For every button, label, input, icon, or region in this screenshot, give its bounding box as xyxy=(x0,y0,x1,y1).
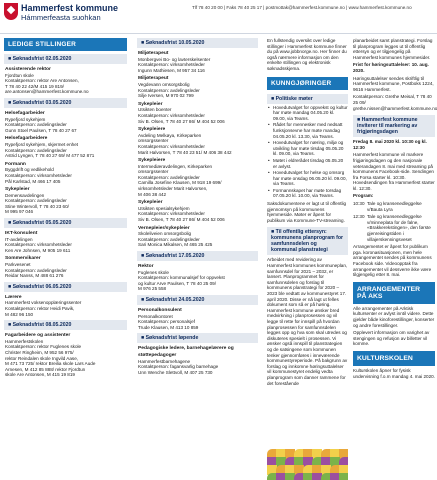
job-detail: Kontaktperson: avdelingsleder xyxy=(138,87,200,93)
deadline-header: ■ Søknadsfrist 06.05.2020 xyxy=(4,282,127,292)
program-time: 10:30 xyxy=(353,201,365,207)
job-detail: Kontaktperson: virksomhetsleder xyxy=(138,112,205,118)
job-title: Personalkonsulent xyxy=(138,307,182,313)
job-listing xyxy=(137,126,258,155)
event-text: Hammerfest kommune vil markere frigjøringsdagen og den nasjonale veterandagen 8. mai med streaming på kommunens Facebook-side. Sendingen fra Forsa starter kl. 10:30. Hovedsendingen fra Hammerfest starter kl. 12:30. xyxy=(353,152,435,191)
job-detail: og kultur Arve Paulsen, T 78 40 25 09/ xyxy=(138,280,216,286)
liberation-day-heading: ■ Hammerfest kommune inviterer til markering av frigjøringsdagen xyxy=(353,115,435,137)
job-detail: Kontaktperson: fagansvarlig barnehage xyxy=(138,364,219,370)
job-title: Sykepleier xyxy=(138,200,163,206)
job-detail: omsorgssenter xyxy=(138,138,169,144)
job-listing xyxy=(137,75,258,98)
job-title: Pedagogiske ledere, barnehagelærere og støttepedagoger xyxy=(138,346,234,358)
program-item xyxy=(353,214,435,242)
job-listing xyxy=(137,101,258,124)
job-listing xyxy=(137,199,258,222)
meeting-item: • Møtet i eldrerådet tirsdag 05.05.20 er avlyst. xyxy=(267,158,348,169)
program-text: Tale og kransenedleggelse v/Bauta Lyra xyxy=(367,201,422,212)
job-detail: Kontaktperson: kommunalsjef for oppvekst xyxy=(138,275,225,281)
job-listing xyxy=(4,255,127,278)
job-detail: Pål Karlstad, M 466 17 405 xyxy=(5,178,61,184)
job-detail: rektor Reindalen skole Ingvild Aase, xyxy=(5,355,79,361)
deadline-text: Frist for høringsuttalelser: 10. aug. 2020. xyxy=(353,62,429,73)
job-detail: omsorgssenter xyxy=(138,169,169,175)
meeting-item: • Hovedutvalget for oppvekst og kultur har møte mandag 04.05.20 kl. 09.00, via Teams. xyxy=(267,105,348,122)
job-listing xyxy=(137,50,258,73)
job-title: IKT-konsulent xyxy=(5,231,38,237)
program-time: 12:30 xyxy=(353,214,365,220)
job-detail: Kontaktperson: avdelingsleder xyxy=(5,198,67,204)
job-title: Assisterende rektor xyxy=(5,67,51,72)
job-listing xyxy=(4,66,127,95)
meeting-item: • Hovedutvalget for næring, miljø og utvikling har møte tirsdag 05.05.20 kl. 09.00, via Teams. xyxy=(267,140,348,157)
job-detail: Kontaktperson: virksomhetsleder xyxy=(138,62,205,68)
public-hearing-heading: ■ Til offentlig ettersyn: kommunens planprogram for samfunnsdelen og kommunal planstrategi xyxy=(267,227,348,255)
job-detail: Fuglenes skole xyxy=(138,269,169,275)
job-detail: Siv B. Olsen, T 78 40 27 86/ M 404 52 006 xyxy=(138,217,225,223)
column-vacancies xyxy=(4,38,127,378)
job-listing xyxy=(4,332,127,378)
job-detail: Hammerfest voksenopplæringssenter xyxy=(5,300,82,306)
job-listing xyxy=(137,263,258,292)
job-title: Helsefagarbeidere xyxy=(5,136,48,142)
job-detail: Kontaktperson: rektor Heidi Pavik, xyxy=(5,306,75,311)
job-detail: Arnesen, M 412 85 888/ rektor Fjordtun xyxy=(5,366,86,372)
job-detail: Monbergvei Bo- og lavterskelsenter xyxy=(138,56,211,62)
job-detail: Kontaktperson: rektor Fuglenes skole xyxy=(5,344,82,350)
job-detail: Gunn Stoel Paulsen, T 78 40 27 67 xyxy=(5,127,77,133)
job-detail: Kontaktperson: rektor Are Antonsen, xyxy=(5,78,79,84)
job-title: Helsefagarbeider xyxy=(5,110,45,116)
job-detail: Stine Wintervoll, T 78 40 23 60/ xyxy=(5,203,69,209)
aks-events-heading: ARRANGEMENTER PÅ AKS xyxy=(353,282,435,304)
job-detail: Fjordtun skole xyxy=(5,72,34,78)
job-detail: Rypefjord sykehjem, skjermet enhet xyxy=(5,141,79,147)
job-listing xyxy=(137,157,258,197)
deadline-header: ■ Søknadsfrist 24.05.2020 xyxy=(137,295,258,305)
job-listing xyxy=(4,186,127,215)
column-announcements-continued xyxy=(353,38,435,379)
job-title: Sykepleier xyxy=(138,101,163,107)
job-detail: M 976 25 558 xyxy=(138,286,167,292)
job-detail: Astrid Lyngen, T 78 40 27 69/ M 477 52 871 xyxy=(5,153,95,159)
deadline-header: ■ Søknadsfrist 02.05.2020 xyxy=(4,54,127,64)
deadline-header: ■ Søknadsfrist løpende xyxy=(137,333,258,343)
job-detail: Siv B. Olsen, T 78 40 27 86/ M 404 52 006 xyxy=(138,118,225,124)
vacancies-heading: LEDIGE STILLINGER xyxy=(4,38,127,51)
meeting-item: • Formannskapet har møte torsdag 07.05.20 kl. 10.00, via Teams. xyxy=(267,188,348,199)
event-note: Arrangementet er åpent for publikum pga. koronasituasjonen, men hele arrangementet sendes på kommunens Facebook side. Videoopptak fra arrangementet vil dessverre ikke være tilgjengelig etter 8. mai. xyxy=(353,244,432,278)
submission-text: Høringsuttalelser sendes skriftlig til Hammerfest kommune, Postboks 1224, 9616 Hammerfest. xyxy=(353,75,434,92)
job-listing xyxy=(4,110,127,133)
job-detail: Unn Wenche Slettvoll, M 407 25 730 xyxy=(138,369,213,375)
brand-name: Hammerfest kommune xyxy=(21,3,119,13)
job-detail: Ken Are Johnsen, M 905 19 611 xyxy=(5,247,71,253)
meetings-note: Saksdokumentene er lagt ut til offentlig gjennomsyn på kommunens hjemmeside. Møter er åpent for publikum via Kommune-TV-streaming. xyxy=(267,201,347,223)
job-detail: Kontaktperson: avdelingsleder xyxy=(5,147,67,153)
deadline-header: ■ Søknadsfrist 10.05.2020 xyxy=(137,38,258,48)
job-listing xyxy=(4,135,127,158)
job-detail: M 482 96 150 xyxy=(5,311,34,317)
job-detail: Personalkontoret xyxy=(138,313,173,319)
job-detail: Kontaktperson: virksomhetsleder xyxy=(5,242,72,248)
job-detail: Rypefjord sykehjem xyxy=(5,116,46,122)
job-detail: Kontaktperson: virksomhetsleder xyxy=(5,172,72,178)
municipality-logo xyxy=(4,3,18,20)
job-title: Sykepleiere xyxy=(138,127,166,133)
meeting-item: • Hovedutvalget for helse og omsorg har møte onsdag 06.05.20 kl. 09.00, via Teams. xyxy=(267,170,348,187)
job-detail: M 406 38 442 xyxy=(138,191,167,197)
job-listing xyxy=(137,307,258,330)
aks-refund-text: Opplevert informasjon om varighet av stengingen og refusjon av billetter vil komme. xyxy=(353,330,430,347)
brand-name-sami: Hámmerfeasta suohkan xyxy=(21,13,101,22)
job-detail: Kontaktperson: avdelingsleder xyxy=(138,174,200,180)
job-detail: virksomhetsleder Marit Halvorsen, xyxy=(138,186,208,192)
program-item xyxy=(353,201,435,212)
job-detail: Vegdevann omsorgsbolig xyxy=(138,81,190,87)
job-detail: Parkvesenet xyxy=(5,262,31,268)
mosaic-tile xyxy=(339,473,348,480)
job-detail: Kontaktperson: avdelingsleder xyxy=(5,267,67,273)
job-listing xyxy=(4,230,127,253)
job-title: Rektor xyxy=(138,264,154,269)
job-detail: Marit Halvorsen, T 78 40 23 51/ M 406 38 442 xyxy=(138,149,232,155)
job-detail: Utsikten spesialsykehjem xyxy=(138,205,190,211)
job-title: Sykepleier xyxy=(5,187,30,193)
job-detail: Silje Iversen, M 970 02 799 xyxy=(138,93,194,99)
plan-text-continued: planarbeidet samt planstrategi. Forslag til planprogram legges ut til offentlig ettersyn og er tilgjengelig på Hammerfest kommunes hjemmesider. xyxy=(353,38,433,60)
job-detail: Hammerfestbarnehagene xyxy=(138,358,191,364)
job-detail: Skoleliveien omsorgsbolig xyxy=(138,231,192,237)
job-detail: Utsikten boenter xyxy=(138,107,172,113)
meeting-item: • Rådet for mennesker med nedsatt funksjonsevne har møte mandag 04.05.20 kl. 13.30, via Teams. xyxy=(267,122,348,139)
program-text: Tale og kransenedleggelse v/minneplata for de falne, «Brakkerekstingen», den første gjenreisingstiden i villajerskenningsveset xyxy=(367,214,431,242)
job-detail: skole Are Antonsen, M 415 19 819 xyxy=(5,372,75,378)
job-listing xyxy=(4,294,127,317)
job-listing xyxy=(137,345,258,375)
job-title: Vernepleier/sykepleier xyxy=(138,225,190,231)
deadline-header: ■ Søknadsfrist 17.05.2020 xyxy=(137,251,258,261)
job-detail: Avdeling Melkøya, Kirkeparken xyxy=(138,132,202,138)
political-meetings-heading: ■ Politiske møter xyxy=(267,94,348,104)
job-detail: Byggdrift og vedlikehold xyxy=(5,167,54,173)
job-detail: Ingunn Mathiesen, M 957 34 116 xyxy=(138,67,205,73)
job-title: Formann xyxy=(5,161,26,167)
contact-text: Kontaktperson: Grethe Meisal, T 78 40 25 09/ grethe.nissen@hammerfest.kommune.no xyxy=(353,94,437,111)
job-detail: Reidar Nanss, M 488 61 276 xyxy=(5,273,64,279)
program-label: Program: xyxy=(353,193,374,199)
job-detail: M 471 73 725/ rektor Breilia skole Lars Aude xyxy=(5,361,96,367)
intro-text: En fullstendig oversikt over ledige stillinger i Hammerfest kommune finner du på www.jobbnorge.no. Her finner du også nærmere informasjon om den enkelte stillingen og elektronisk søknadsskjema. xyxy=(267,38,347,71)
deadline-header: ■ Søknadsfrist 05.05.2020 xyxy=(4,218,127,228)
job-title: Lærere xyxy=(5,294,22,300)
job-detail: Kontaktperson: virksomhetsleder xyxy=(138,211,205,217)
deadline-header: ■ Søknadsfrist 08.05.2020 xyxy=(4,320,127,330)
columns-announcements xyxy=(267,38,435,480)
job-title: Sykepleiere xyxy=(138,158,166,164)
job-detail: Christer Ringheim, M 952 56 975/ xyxy=(5,349,74,355)
job-listing xyxy=(4,161,127,184)
deadline-header: ■ Søknadsfrist 03.05.2020 xyxy=(4,98,127,108)
aks-text: Alle arrangementer på Arktisk kultursenter er avlyst inntil videre. Dette gjelder både kinoforestillinger, konserter og andre forestillinger. xyxy=(353,305,435,328)
job-detail: Kontaktperson: virksomhetsleder xyxy=(138,143,205,149)
job-detail: Kontaktperson: avdelingsleder xyxy=(138,236,200,242)
job-title: Fagarbeidere og assistenter xyxy=(5,333,71,339)
announcements-heading: KUNNGJØRINGER xyxy=(267,77,348,90)
job-listing xyxy=(137,225,258,248)
column-announcements xyxy=(267,38,348,386)
job-detail: Camilla Josefine Klausen, M 918 19 699/ xyxy=(138,180,222,186)
job-detail: Hammerfestskolen xyxy=(5,338,44,344)
column-vacancies-continued xyxy=(137,38,258,375)
job-detail: T 78 40 22 42/M 415 19 819/ xyxy=(5,83,64,89)
decorative-mosaic xyxy=(267,449,348,480)
job-title: Miljøterapeut xyxy=(138,76,169,82)
culture-school-text: Kulturskolen åpner for fysisk undervisning f.o.m mandag 4. mai 2020. xyxy=(353,367,435,379)
job-title: Miljøterapeut xyxy=(138,51,169,56)
job-detail: Sari Monica Mikalsen, M 465 25 425 xyxy=(138,242,213,248)
job-detail: M 995 97 046 xyxy=(5,209,34,215)
culture-school-heading: KULTURSKOLEN xyxy=(353,351,435,366)
job-title: Sommervikarer xyxy=(5,256,41,262)
contact-line: Tlf 78 40 20 00 | Faks 78 40 25 17 | postmottak@hammerfest.kommune.no | www.hammerfest.kommune.no xyxy=(192,5,412,10)
job-detail: Intermediæravdelingen, Kirkeparken xyxy=(138,163,213,169)
job-detail: Demensavdelingen xyxy=(5,192,45,198)
job-detail: are.antonsen@hammerfest.kommune.no xyxy=(5,89,89,95)
page-header xyxy=(0,0,437,34)
event-date: Fredag 8. mai 2020 kl. 10:30 og kl. 12:30 xyxy=(353,139,427,150)
job-detail: IT-avdelingen xyxy=(5,236,33,242)
plan-text: Arbeidet med revidering av Hammerfest kommunes kommuneplan, samfunnsdel for 2021 – 2032, er lansert. Planprogrammet for samfunnsdelen og forslag til kommunens planstrategi for 2020 – 2023 ble vedtatt av kommunestyret 17. april 2020. Disse er nå lagt ut felles dokument som så er på høring. Hammerfest kommune ønsker bred medvirkning i planprosessen og vil legge til rette for innspill på hvordan planprosessen for samfunnsdelen legges opp og hva som skal utredes og diskuteres spesielt i prosessen. Vi ønsker også innspill til planstrategien og de satsingene som kommunen tenker gjennomføres i inneværende kommunestyreperiode. På bakgrunn av forslag og innkomne høringsuttalelser vil kommunestyret endelig vedta planprogram som danner rammene for det forestående xyxy=(267,257,348,386)
job-detail: Trude Klausen, M 413 10 859 xyxy=(138,324,199,330)
job-detail: Kontaktperson: personalsjef xyxy=(138,319,195,325)
job-detail: Kontaktperson: avdelingsleder xyxy=(5,122,67,128)
